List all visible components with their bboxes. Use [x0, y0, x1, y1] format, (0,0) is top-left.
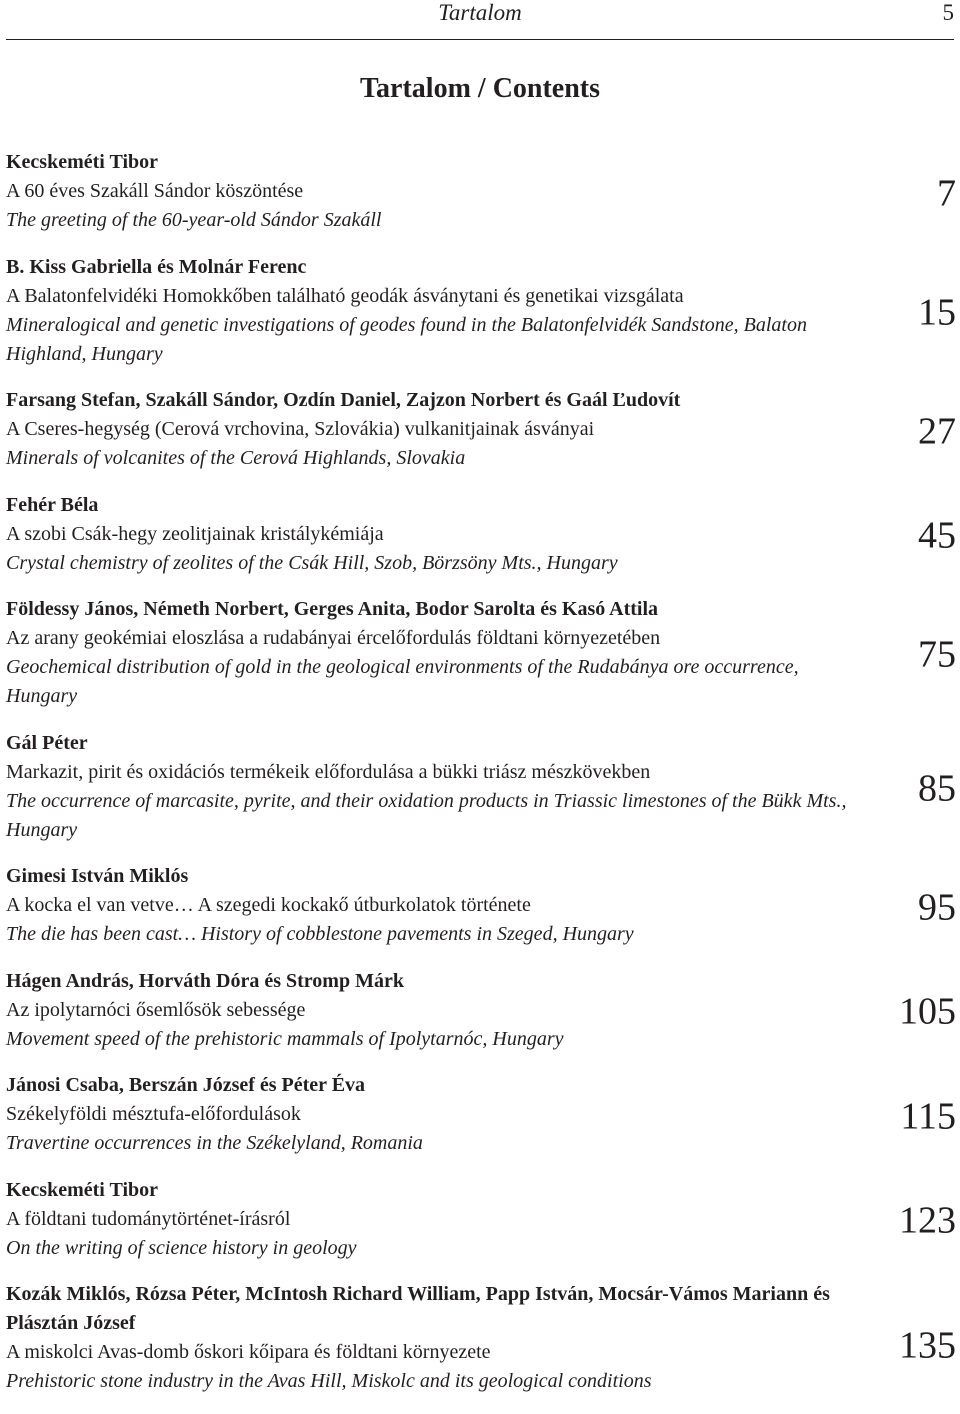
entry-title-en: Prehistoric stone industry in the Avas Hill, Miskolc and its geological conditions: [6, 1370, 652, 1392]
entry-title-en: Movement speed of the prehistoric mammals of Ipolytarnóc, Hungary: [6, 1027, 564, 1050]
entry-title-en: Travertine occurrences in the Székelyland, Romania: [6, 1132, 423, 1154]
entry-authors: B. Kiss Gabriella és Molnár Ferenc: [6, 255, 307, 278]
entry-title-hu: A Balatonfelvidéki Homokkőben található geodák ásványtani és genetikai vizsgálata: [6, 284, 684, 307]
entry-title-en: Minerals of volcanites of the Cerová Highlands, Slovakia: [6, 447, 466, 469]
entry-authors: Fehér Béla: [6, 493, 99, 516]
entry-text: [6, 1280, 884, 1396]
entry-title-hu: A 60 éves Szakáll Sándor köszöntése: [6, 180, 304, 202]
entry-authors: Gál Péter: [6, 731, 88, 754]
header-rule: [6, 39, 954, 40]
entry-title-hu: A földtani tudománytörténet-írásról: [6, 1207, 291, 1230]
entry-title-en: Mineralogical and genetic investigations of geodes found in the Balatonfelvidék Sandstone, Balaton Highland, Hungary: [6, 313, 807, 365]
entry-title-hu: A kocka el van vetve… A szegedi kockakő útburkolatok története: [6, 894, 531, 916]
page-title: Tartalom / Contents: [359, 73, 601, 104]
entry-authors: Kecskeméti Tibor: [6, 151, 159, 173]
entry-page-number: 85: [918, 767, 956, 810]
entry-page-number: 15: [918, 291, 956, 334]
entry-text: [6, 1071, 871, 1158]
entry-page-number: 123: [899, 1199, 956, 1242]
entry-text: [6, 729, 884, 845]
entry-page-number: 105: [899, 990, 956, 1033]
running-title: Tartalom: [438, 0, 522, 25]
entry-title-hu: A miskolci Avas-domb őskori kőipara és földtani környezete: [6, 1341, 491, 1363]
entry-authors: Hágen András, Horváth Dóra és Stromp Márk: [6, 969, 404, 992]
entry-title-en: Crystal chemistry of zeolites of the Csák Hill, Szob, Börzsöny Mts., Hungary: [6, 551, 618, 574]
entry-authors: Földessy János, Németh Norbert, Gerges Anita, Bodor Sarolta és Kasó Attila: [6, 598, 659, 620]
table-of-contents: [6, 148, 956, 1414]
entry-title-hu: Az ipolytarnóci ősemlősök sebessége: [6, 998, 306, 1021]
entry-title-en: The greeting of the 60-year-old Sándor Szakáll: [6, 209, 382, 231]
toc-entry[interactable]: [6, 862, 956, 949]
entry-page-number: 45: [918, 514, 956, 557]
entry-page-number: 7: [937, 172, 956, 215]
entry-title-en: On the writing of science history in geology: [6, 1236, 357, 1259]
entry-authors: Farsang Stefan, Szakáll Sándor, Ozdín Daniel, Zajzon Norbert és Gaál Ľudovít: [6, 389, 681, 411]
entry-page-number: 75: [918, 633, 956, 676]
toc-entry[interactable]: [6, 148, 956, 235]
entry-text: [6, 491, 884, 578]
entry-title-hu: Székelyföldi mésztufa-előfordulások: [6, 1103, 301, 1125]
entry-authors: Gimesi István Miklós: [6, 865, 189, 887]
entry-title-en: The occurrence of marcasite, pyrite, and their oxidation products in Triassic limestones of the Bükk Mts., Hungary: [6, 789, 847, 841]
entry-title-hu: Markazit, pirit és oxidációs termékeik előfordulása a bükki triász mészkövekben: [6, 760, 651, 783]
entry-title-hu: A szobi Csák-hegy zeolitjainak kristálykémiája: [6, 522, 384, 545]
entry-text: [6, 967, 884, 1054]
entry-authors: Kozák Miklós, Rózsa Péter, McIntosh Richard William, Papp István, Mocsár-Vámos Mariann és Plásztán József: [6, 1283, 830, 1334]
toc-entry[interactable]: [6, 967, 956, 1054]
entry-title-en: Geochemical distribution of gold in the geological environments of the Rudabánya ore occurrence, Hungary: [6, 656, 799, 707]
toc-entry[interactable]: [6, 1280, 956, 1396]
entry-text: [6, 1176, 884, 1263]
entry-page-number: 27: [918, 410, 956, 453]
entry-authors: Kecskeméti Tibor: [6, 1178, 159, 1201]
toc-entry[interactable]: [6, 253, 956, 369]
toc-entry[interactable]: [6, 1071, 956, 1158]
toc-entry[interactable]: [6, 1176, 956, 1263]
toc-entry[interactable]: [6, 386, 956, 473]
entry-authors: Jánosi Csaba, Berszán József és Péter Éva: [6, 1074, 366, 1096]
entry-text: [6, 862, 884, 949]
entry-text: [6, 253, 884, 369]
entry-title-hu: Az arany geokémiai eloszlása a rudabányai ércelőfordulás földtani környezetében: [6, 627, 661, 649]
entry-text: [6, 595, 871, 711]
entry-text: [6, 386, 884, 473]
entry-text: [6, 148, 884, 235]
page-number: 5: [942, 0, 954, 25]
entry-title-en: The die has been cast… History of cobblestone pavements in Szeged, Hungary: [6, 923, 634, 945]
entry-title-hu: A Cseres-hegység (Cerová vrchovina, Szlovákia) vulkanitjainak ásványai: [6, 418, 595, 440]
entry-page-number: 95: [918, 886, 956, 929]
entry-page-number: 135: [899, 1324, 956, 1367]
toc-entry[interactable]: [6, 729, 956, 845]
entry-page-number: 115: [900, 1095, 956, 1138]
toc-entry[interactable]: [6, 491, 956, 578]
toc-entry[interactable]: [6, 595, 956, 711]
running-header: [0, 0, 960, 40]
